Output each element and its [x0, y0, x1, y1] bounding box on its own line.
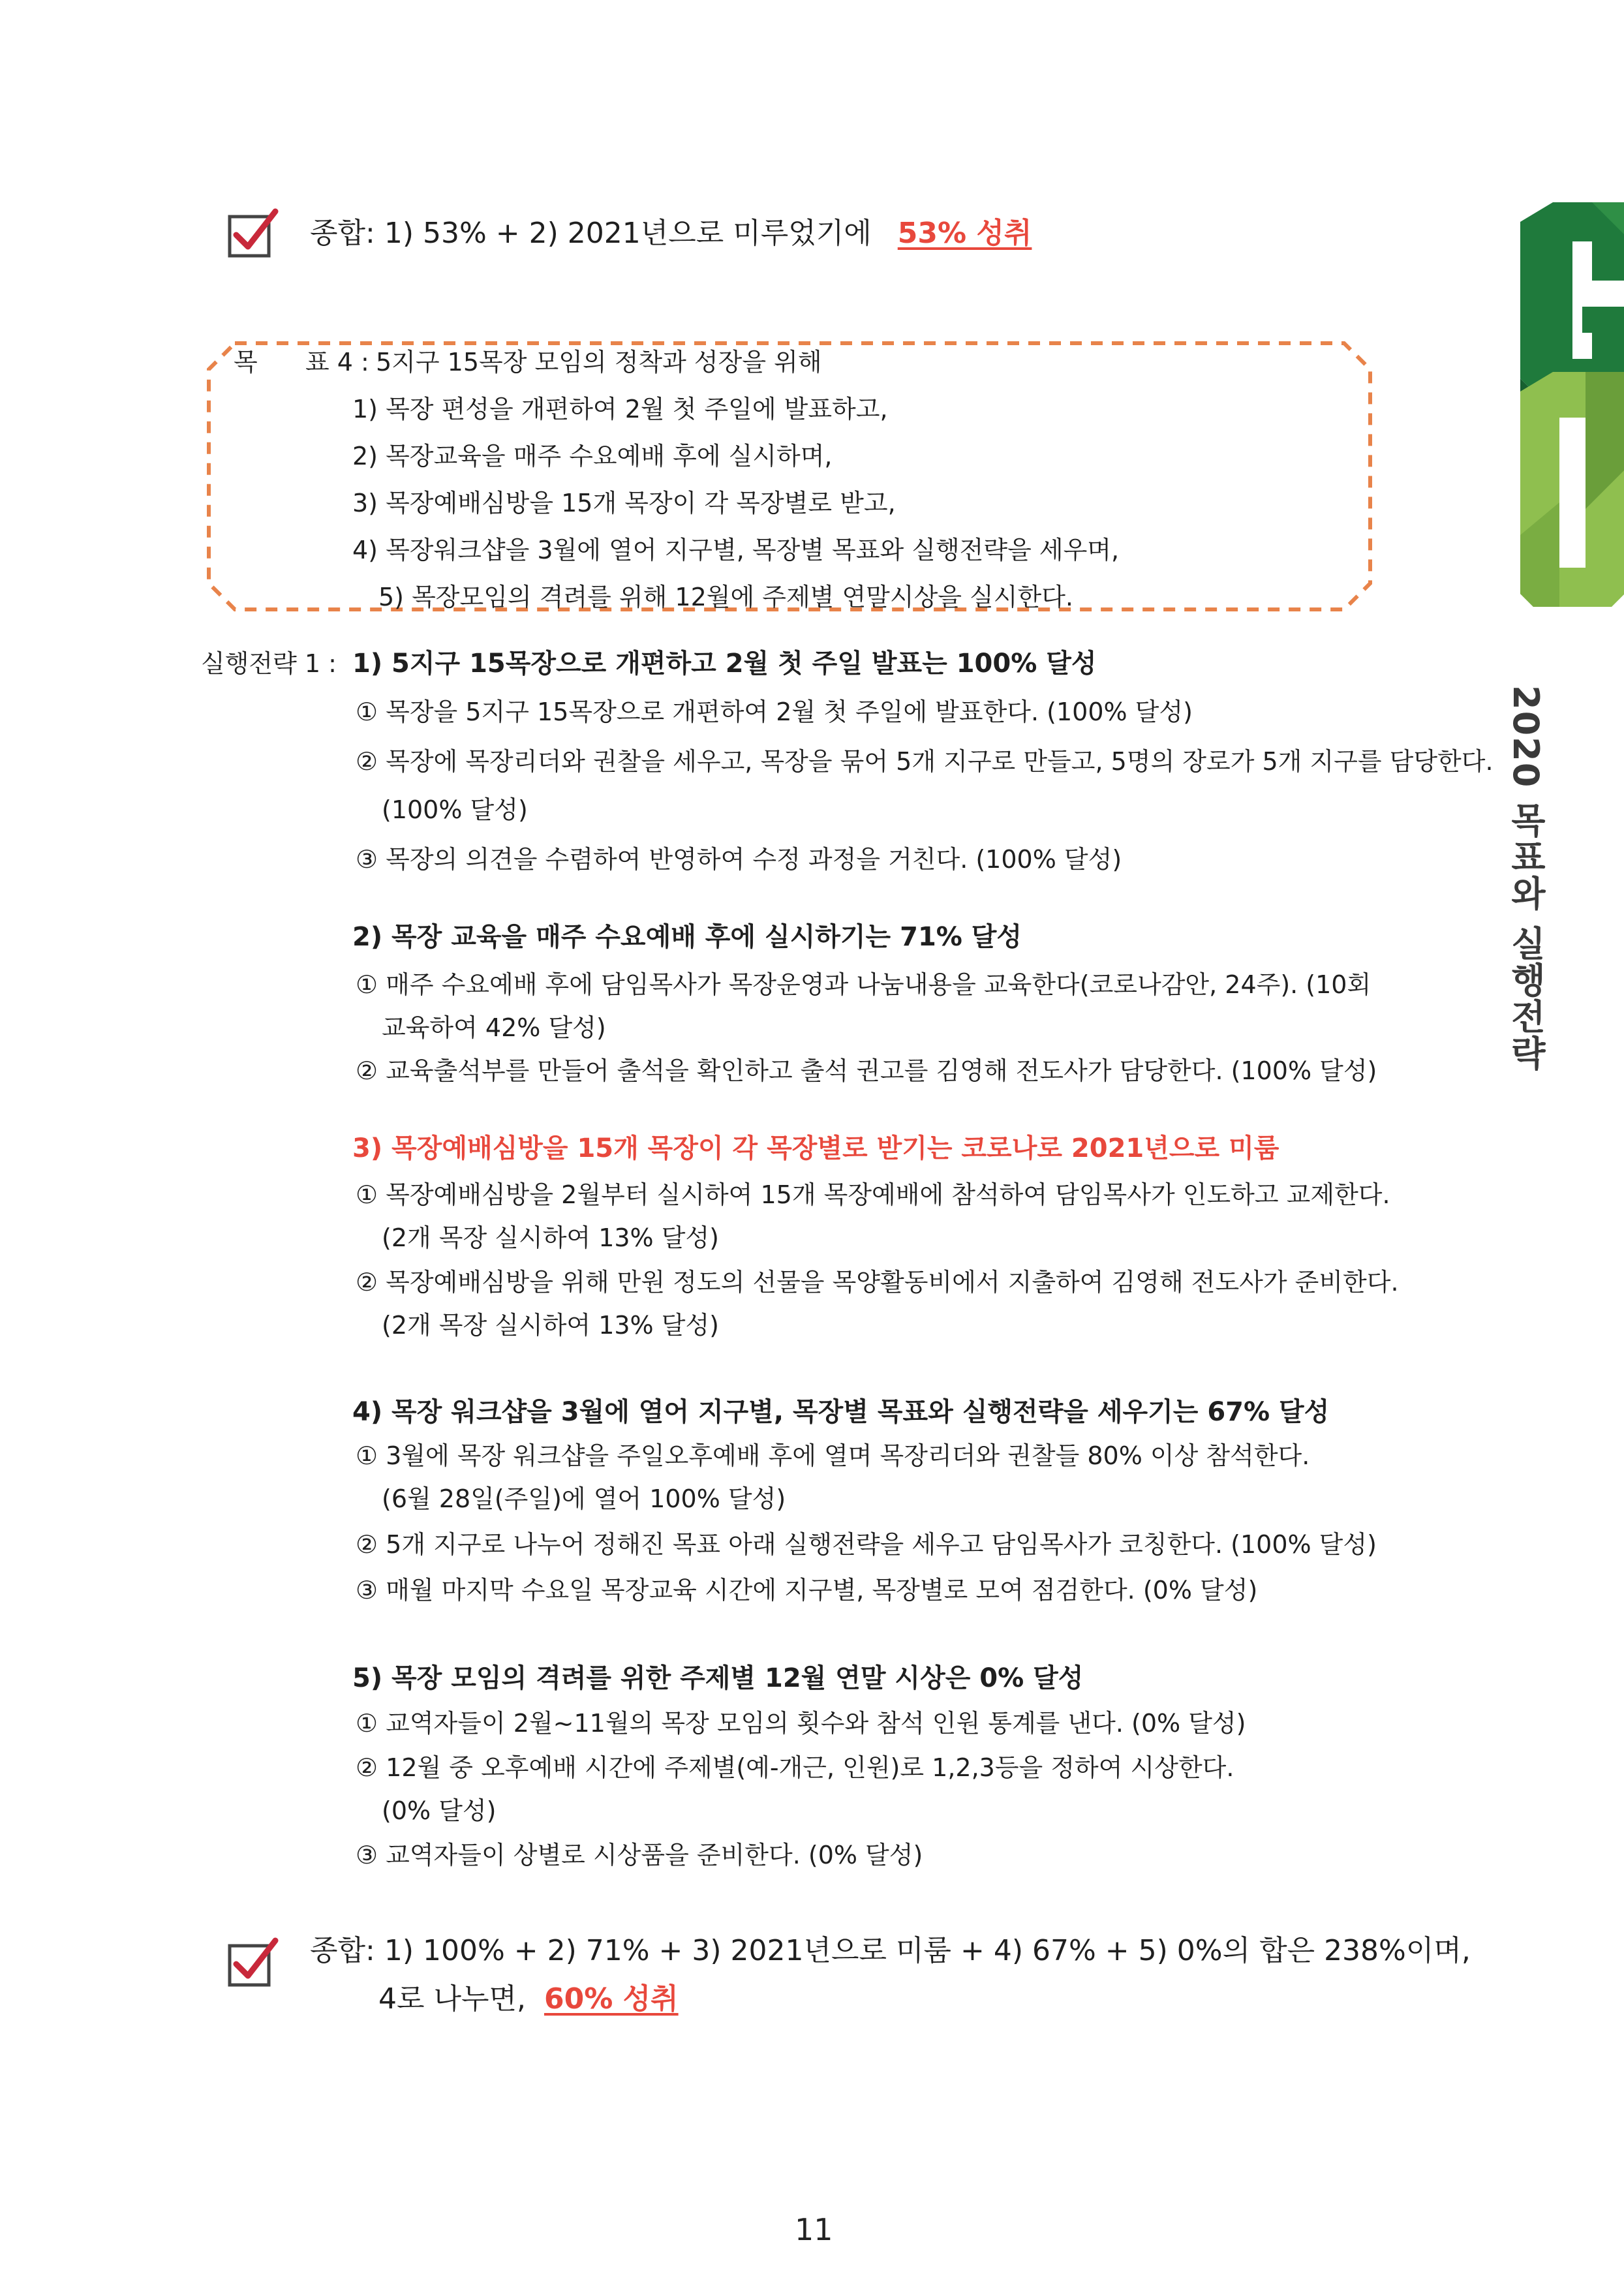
strategy-line: ② 목장에 목장리더와 권찰을 세우고, 목장을 묶어 5개 지구로 만들고, 5명의 장로가 5개 지구를 담당한다.: [356, 747, 1494, 776]
strategy-line: (2개 목장 실시하여 13% 달성): [382, 1311, 719, 1340]
strategy-line: 교육하여 42% 달성): [382, 1013, 606, 1042]
strategy-line: ③ 목장의 의견을 수렴하여 반영하여 수정 과정을 거친다. (100% 달성): [356, 845, 1122, 874]
strategy-line: (6월 28일(주일)에 열어 100% 달성): [382, 1484, 786, 1513]
strategy-label: 실행전략 1 :: [201, 649, 337, 678]
page-number: 11: [795, 2212, 833, 2247]
strategy-line: ② 목장예배심방을 위해 만원 정도의 선물을 목양활동비에서 지출하여 김영해 전도사가 준비한다.: [356, 1268, 1399, 1297]
summary-2-prefix: 4로 나누면,: [378, 1982, 526, 2016]
summary-1-highlight: 53% 성취: [897, 217, 1032, 250]
strategy-heading-postponed: 3) 목장예배심방을 15개 목장이 각 목장별로 받기는 코로나로 2021년으로 미룸: [352, 1133, 1279, 1163]
strategy-heading: 4) 목장 워크샵을 3월에 열어 지구별, 목장별 목표와 실행전략을 세우기는 67% 달성: [352, 1397, 1330, 1427]
logo-letter-g: [1520, 202, 1624, 392]
strategy-line: ① 교역자들이 2월~11월의 목장 모임의 횟수와 참석 인원 통계를 낸다. (0% 달성): [356, 1709, 1246, 1738]
checkbox-icon: [227, 207, 279, 260]
strategy-line: ① 목장을 5지구 15목장으로 개편하여 2월 첫 주일에 발표한다. (100% 달성): [356, 698, 1193, 726]
strategy-line: (2개 목장 실시하여 13% 달성): [382, 1223, 719, 1252]
strategy-heading: 1) 5지구 15목장으로 개편하고 2월 첫 주일 발표는 100% 달성: [352, 649, 1097, 679]
goal-item: 4) 목장워크샵을 3월에 열어 지구별, 목장별 목표와 실행전략을 세우며,: [352, 536, 1120, 564]
goal-item: 3) 목장예배심방을 15개 목장이 각 목장별로 받고,: [352, 489, 896, 517]
strategy-line: ① 매주 수요예배 후에 담임목사가 목장운영과 나눔내용을 교육한다(코로나감안, 24주). (10회: [356, 970, 1371, 999]
strategy-heading: 2) 목장 교육을 매주 수요예배 후에 실시하기는 71% 달성: [352, 922, 1022, 952]
strategy-line: ② 5개 지구로 나누어 정해진 목표 아래 실행전략을 세우고 담임목사가 코칭한다. (100% 달성): [356, 1530, 1377, 1559]
summary-2-line-2: [378, 1982, 679, 2016]
goal-item: 5) 목장모임의 격려를 위해 12월에 주제별 연말시상을 실시한다.: [378, 583, 1073, 611]
goal-label-1: 목: [234, 348, 258, 376]
goal-label-2: 표 4 :: [305, 348, 369, 376]
strategy-line: ② 교육출석부를 만들어 출석을 확인하고 출석 권고를 김영해 전도사가 담당한다. (100% 달성): [356, 1056, 1377, 1085]
strategy-line: ③ 교역자들이 상별로 시상품을 준비한다. (0% 달성): [356, 1841, 923, 1869]
summary-2-line-1: 종합: 1) 100% + 2) 71% + 3) 2021년으로 미룸 + 4) 67% + 5) 0%의 합은 238%이며,: [310, 1934, 1471, 1967]
checkbox-icon: [227, 1937, 279, 1989]
goal-title: 5지구 15목장 모임의 정착과 성장을 위해: [376, 348, 822, 376]
summary-1: [310, 219, 1032, 248]
strategy-heading: 5) 목장 모임의 격려를 위한 주제별 12월 연말 시상은 0% 달성: [352, 1663, 1084, 1693]
strategy-line: ② 12월 중 오후예배 시간에 주제별(예-개근, 인원)로 1,2,3등을 정하여 시상한다.: [356, 1753, 1234, 1782]
strategy-line: (0% 달성): [382, 1796, 497, 1825]
goal-item: 2) 목장교육을 매주 수요예배 후에 실시하며,: [352, 442, 833, 470]
go-logo: [1494, 196, 1624, 613]
strategy-line: ① 목장예배심방을 2월부터 실시하여 15개 목장예배에 참석하여 담임목사가 인도하고 교제한다.: [356, 1180, 1390, 1209]
strategy-line: ③ 매월 마지막 수요일 목장교육 시간에 지구별, 목장별로 모여 점검한다. (0% 달성): [356, 1576, 1258, 1605]
side-title: 2020 목표와 실행전략: [1505, 685, 1546, 1071]
summary-2-highlight: 60% 성취: [544, 1982, 679, 2016]
strategy-line: ① 3월에 목장 워크샵을 주일오후예배 후에 열며 목장리더와 권찰들 80% 이상 참석한다.: [356, 1441, 1310, 1470]
strategy-line: (100% 달성): [382, 795, 528, 824]
goal-item: 1) 목장 편성을 개편하여 2월 첫 주일에 발표하고,: [352, 395, 888, 423]
summary-1-text: 종합: 1) 53% + 2) 2021년으로 미루었기에: [310, 217, 872, 250]
